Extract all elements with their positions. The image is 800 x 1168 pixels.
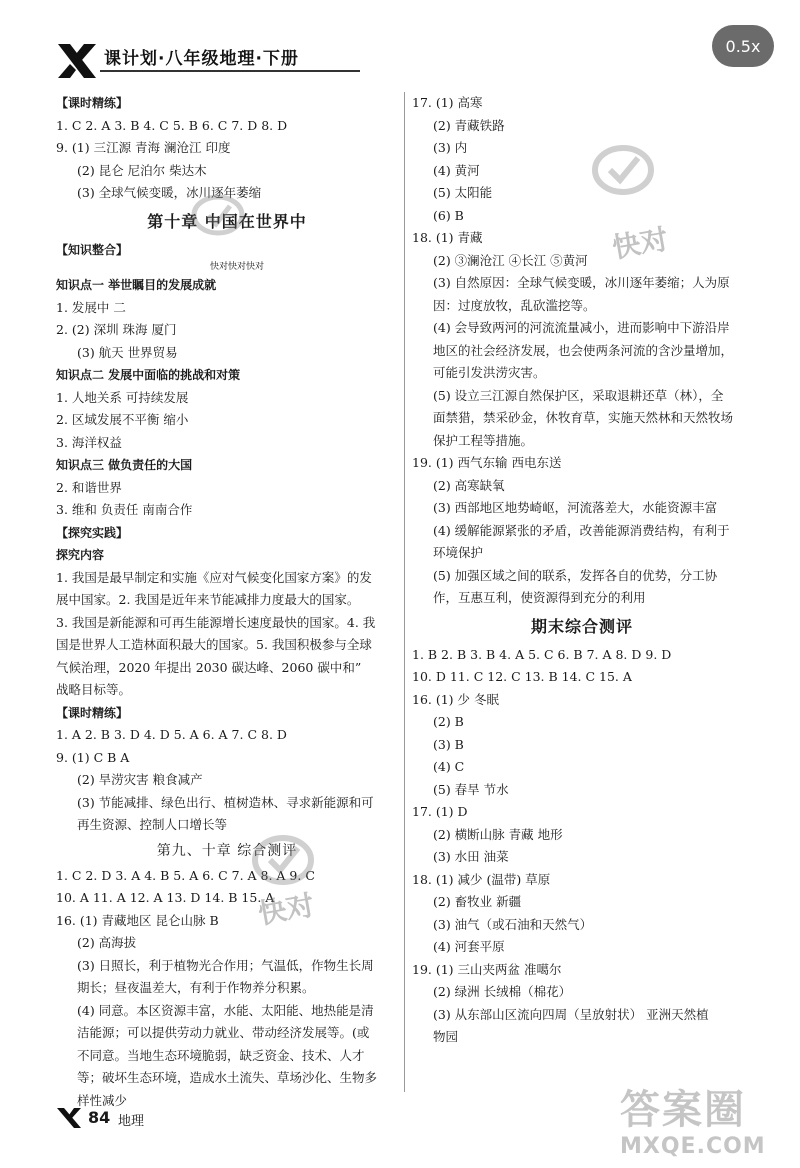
column-divider	[404, 92, 405, 1092]
answer-line: 16. (1) 少 冬眠	[412, 691, 500, 707]
answer-line: (2) 绿洲 长绒棉（棉花）	[433, 984, 572, 999]
answer-site-watermark: 答案圈 MXQE.COM	[620, 1087, 766, 1159]
answer-line: (5) 加强区域之间的联系，发挥各自的优势，分工协	[433, 567, 718, 583]
answer-line: 19. (1) 三山夹两盆 准噶尔	[412, 961, 562, 977]
answer-line: 战略目标等。	[56, 682, 132, 697]
section-label: 【课时精练】	[56, 96, 129, 110]
section-label: 知识点三 做负责任的大国	[56, 458, 193, 472]
answer-line: 3. 我国是新能源和可再生能源增长速度最快的国家。4. 我	[56, 614, 376, 630]
answer-line: 9. (1) C B A	[56, 749, 130, 765]
answer-line: 地区的社会经济发展，也会使两条河流的含沙量增加，	[433, 342, 734, 358]
answer-line: (2) B	[433, 714, 464, 729]
answer-line: 1. 人地关系 可持续发展	[56, 389, 189, 405]
answer-line: (2) 横断山脉 青藏 地形	[433, 826, 563, 842]
answer-line: 不同意。当地生态环境脆弱，缺乏资金、技术、人才	[77, 1047, 365, 1063]
answer-line: 16. (1) 青藏地区 昆仑山脉 B	[56, 912, 219, 928]
section-label: 知识点一 举世瞩目的发展成就	[56, 278, 217, 292]
answer-line: 17. (1) D	[412, 804, 468, 819]
answer-line: 18. (1) 青藏	[412, 230, 483, 245]
answer-line: (6) B	[433, 207, 464, 223]
answer-line: 环境保护	[433, 545, 484, 560]
answer-line: (2) 畜牧业 新疆	[433, 894, 522, 909]
answer-line: (3) 航天 世界贸易	[77, 344, 178, 360]
answer-line: (4) 河套平原	[433, 939, 505, 954]
answer-line: 期长；昼夜温差大，有利于作物养分积累。	[77, 980, 315, 995]
answer-line: 快对快对快对	[209, 262, 264, 272]
answer-line: 国是世界人工造林面积最大的国家。5. 我国积极参与全球	[56, 637, 372, 652]
kuaidui-watermark: 快对	[609, 222, 671, 265]
answer-line: 9. (1) 三江源 青海 澜沧江 印度	[56, 140, 231, 155]
answer-line: 3. 海洋权益	[56, 434, 122, 450]
answer-line: 17. (1) 高寒	[412, 95, 483, 110]
answer-line: (2) 昆仑 尼泊尔 柴达木	[77, 162, 207, 178]
answer-line: (2) 高寒缺氧	[433, 477, 505, 493]
answer-line: (3) 自然原因：全球气候变暖，冰川逐年萎缩；人为原	[433, 275, 730, 290]
answer-line: (3) B	[433, 736, 464, 752]
answer-line: 洁能源；可以提供劳动力就业、带动经济发展等。(或	[77, 1025, 370, 1040]
answer-line: (4) 会导致两河的河流流量减小，进而影响中下游沿岸	[433, 320, 730, 335]
header-rule	[100, 70, 360, 72]
header-title: 课计划·八年级地理·下册	[104, 49, 299, 69]
answer-line: 作，互惠互利，使资源得到充分的利用	[433, 590, 646, 605]
answer-line: (4) C	[433, 759, 465, 774]
answer-line: 因：过度放牧，乱砍滥挖等。	[433, 297, 596, 313]
answer-line: 展中国家。2. 我国是近年来节能减排力度最大的国家。	[56, 592, 360, 607]
answer-line: 样性减少	[77, 1092, 128, 1108]
answer-line: (2) ③澜沧江 ④长江 ⑤黄河	[433, 252, 588, 268]
answer-line: 保护工程等措施。	[433, 432, 534, 448]
kuaidui-watermark: 快对	[255, 888, 317, 931]
answer-line: (4) 缓解能源紧张的矛盾，改善能源消费结构，有利于	[433, 522, 730, 538]
answer-line: (3) 西部地区地势崎岖，河流落差大，水能资源丰富	[433, 500, 718, 515]
answer-line: (3) 节能减排、绿色出行、植树造林、寻求新能源和可	[77, 794, 374, 810]
answer-line: 1. C 2. A 3. B 4. C 5. B 6. C 7. D 8. D	[56, 117, 288, 133]
answer-line: (3) 油气（或石油和天然气）	[433, 916, 593, 932]
answer-line: (5) 春旱 节水	[433, 781, 509, 797]
answer-line: 10. D 11. C 12. C 13. B 14. C 15. A	[412, 669, 632, 684]
right-column	[412, 92, 752, 1049]
answer-line: (4) 黄河	[433, 162, 480, 178]
zoom-level-badge[interactable]: 0.5x	[712, 25, 774, 67]
answer-line: (5) 设立三江源自然保护区，采取退耕还草（林），全	[433, 387, 724, 403]
publisher-logo-icon	[56, 40, 98, 82]
answer-line: 1. 发展中 二	[56, 299, 126, 315]
section-heading: 第九、十章 综合测评	[156, 842, 298, 859]
answer-line: 2. (2) 深圳 珠海 厦门	[56, 322, 177, 337]
answer-line: (2) 高海拔	[77, 935, 137, 950]
answer-line: (3) 水田 油菜	[433, 849, 509, 864]
answer-line: 等；破坏生态环境，造成水土流失、草场沙化、生物多	[77, 1070, 378, 1085]
answer-line: 面禁猎，禁采砂金，休牧育草，实施天然林和天然牧场	[433, 410, 734, 425]
answer-line: (3) 日照长，利于植物光合作用；气温低，作物生长周	[77, 957, 374, 973]
answer-line: 1. B 2. B 3. B 4. A 5. C 6. B 7. A 8. D 9. D	[412, 646, 672, 662]
answer-line: 3. 维和 负责任 南南合作	[56, 502, 193, 517]
answer-line: 19. (1) 西气东输 西电东送	[412, 455, 562, 470]
answer-line: (2) 旱涝灾害 粮食减产	[77, 772, 203, 787]
answer-line: 再生资源、控制人口增长等	[77, 817, 228, 832]
answer-line: 10. A 11. A 12. A 13. D 14. B 15. A	[56, 890, 275, 905]
answer-line: 2. 区域发展不平衡 缩小	[56, 412, 189, 427]
footer-logo-icon	[56, 1106, 82, 1130]
answer-line: 2. 和谐世界	[56, 479, 122, 495]
answer-line: 1. 我国是最早制定和实施《应对气候变化国家方案》的发	[56, 569, 372, 585]
section-label: 知识点二 发展中面临的挑战和对策	[56, 368, 241, 382]
answer-line: (3) 内	[433, 140, 468, 155]
answer-line: 1. A 2. B 3. D 4. D 5. A 6. A 7. C 8. D	[56, 727, 287, 742]
answer-line: 可能引发洪涝灾害。	[433, 365, 546, 380]
answer-line: 18. (1) 减少 (温带) 草原	[412, 871, 551, 887]
answer-line: 1. C 2. D 3. A 4. B 5. A 6. C 7. A 8. A 9. C	[56, 867, 315, 883]
page-header	[0, 0, 800, 100]
section-label: 【知识整合】	[56, 242, 129, 257]
answer-line: (3) 从东部山区流向四周（呈放射状） 亚洲天然植	[433, 1006, 709, 1022]
answer-line: (3) 全球气候变暖，冰川逐年萎缩	[77, 185, 262, 200]
footer-subject: 地理	[118, 1114, 145, 1129]
answer-line: (2) 青藏铁路	[433, 117, 505, 133]
answer-line: (4) 同意。本区资源丰富，水能、太阳能、地热能是清	[77, 1002, 374, 1018]
answer-line: 气候治理，2020 年提出 2030 碳达峰、2060 碳中和”	[56, 659, 362, 675]
answer-line: 物园	[433, 1029, 459, 1044]
section-heading: 期末综合测评	[530, 616, 633, 636]
left-column	[56, 92, 398, 1112]
answer-line: (5) 太阳能	[433, 185, 493, 200]
section-heading: 第十章 中国在世界中	[147, 211, 307, 231]
section-label: 探究内容	[56, 548, 105, 562]
page-number: 84	[88, 1108, 111, 1127]
section-label: 【课时精练】	[56, 705, 129, 720]
section-label: 【探究实践】	[56, 525, 129, 540]
